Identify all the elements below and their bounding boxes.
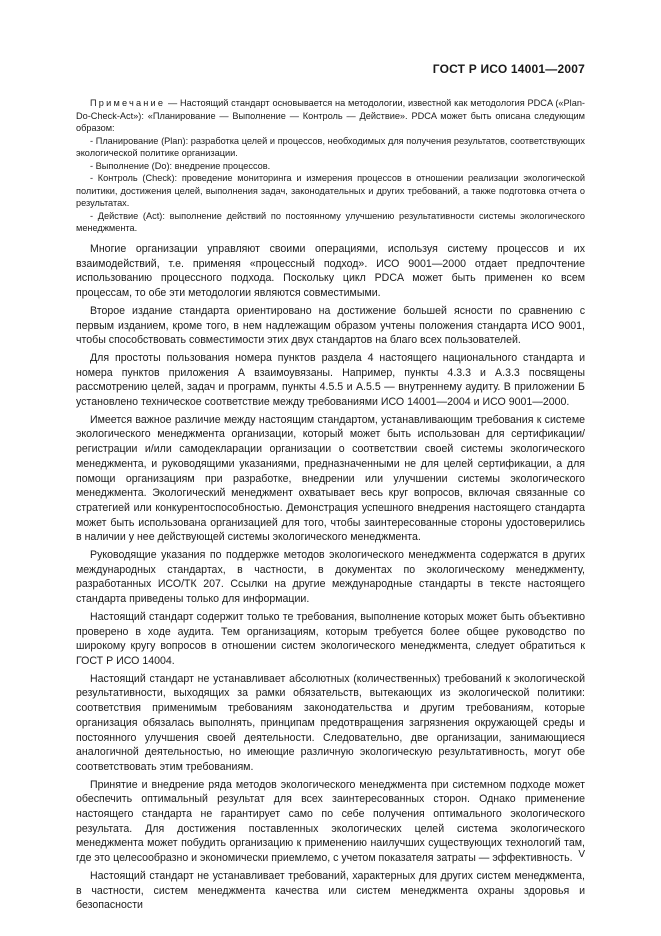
document-header: ГОСТ Р ИСО 14001—2007 [432, 62, 585, 76]
note-label: Примечание [90, 98, 166, 108]
paragraph-second-edition: Второе издание стандарта ориентировано на достижение большей ясности по сравнению с первым изданием, кроме того, в нем надлежащим образом учтены положения стандарта ИСО 9001, чтобы способствовать совместимости этих двух стандартов на благо всех пользователей. [76, 304, 585, 347]
page-number: V [578, 849, 585, 860]
note-item-plan: - Планирование (Plan): разработка целей и процессов, необходимых для получения результатов, соответствующих экологической политике организации. [76, 135, 585, 158]
note-item-check: - Контроль (Check): проведение мониторинга и измерения процессов в отношении реализации экологической политики, достижения целей, выполнения задач, законодательных и других требований, а также подготовка отчета о результатах. [76, 173, 585, 208]
paragraph-other-systems: Настоящий стандарт не устанавливает требований, характерных для других систем менеджмента, в частности, систем менеджмента качества или систем менеджмента охраны здоровья и безопасности [76, 869, 585, 912]
paragraph-optimal-results: Принятие и внедрение ряда методов экологического менеджмента при системном подходе может обеспечить оптимальный результат для всех заинтересованных сторон. Однако применение настоящего стандарта не гарантирует само по себе получения оптимального экологического результата. Для достижения поставленных экологических целей система экологического менеджмента может побудить организацию к применению наилучших существующих технологий там, где это целесообразно и экономически приемлемо, с учетом показателя затраты — эффективность. [76, 778, 585, 865]
note-block [76, 97, 585, 235]
body-text [76, 242, 585, 916]
paragraph-audit-requirements: Настоящий стандарт содержит только те требования, выполнение которых может быть объективно проверено в ходе аудита. Тем организациям, которым требуется более общее руководство по широкому кругу вопросов в отношении систем экологического менеджмента, следует обратиться к ГОСТ Р ИСО 14004. [76, 610, 585, 667]
note-intro-text: — Настоящий стандарт основывается на методологии, известной как методология PDCA («Plan-Do-Check-Act»): «Планирование — Выполнение — Контроль — Действие». PDCA может быть описана следующим образом: [76, 98, 585, 133]
note-item-act: - Действие (Act): выполнение действий по постоянному улучшению результативности системы экологического менеджмента. [76, 210, 585, 233]
paragraph-absolute-requirements: Настоящий стандарт не устанавливает абсолютных (количественных) требований к экологической результативности, выходящих за рамки обязательств, вытекающих из экологической политики: соответствия применимым требованиям законодательства и другим требованиям, которые организация обязалась выполнять, принципам предотвращения загрязнения окружающей среды и постоянного улучшения своей деятельности. Следовательно, две организации, занимающиеся аналогичной деятельностью, но имеющие различную экологическую результативность, могут обе соответствовать этим требованиям. [76, 672, 585, 773]
paragraph-clause-numbering: Для простоты пользования номера пунктов раздела 4 настоящего национального стандарта и номера пунктов приложения А взаимоувязаны. Например, пункты 4.3.3 и А.3.3 посвящены рассмотрению целей, задач и программ, пункты 4.5.5 и А.5.5 — внутреннему аудиту. В приложении Б установлено техническое соответствие между требованиями ИСО 14001—2004 и ИСО 9001—2000. [76, 351, 585, 409]
paragraph-guidance: Руководящие указания по поддержке методов экологического менеджмента содержатся в других международных стандартах, в частности, в документах по экологическому менеджменту, разработанных ИСО/ТК 207. Ссылки на другие международные стандарты в тексте настоящего стандарта приведены только для информации. [76, 549, 585, 606]
paragraph-certification: Имеется важное различие между настоящим стандартом, устанавливающим требования к системе экологического менеджмента организации, который может быть использован для сертификации/регистрации и/или самодекларации организации о соответствии своей системы экологического менеджмента, и руководящими указаниями, предназначенными не для целей сертификации, а для помощи организациям при разработке, внедрении или улучшении системы экологического менеджмента. Экологический менеджмент охватывает весь круг вопросов, включая связанные со стратегией или конкурентоспособностью. Демонстрация успешного внедрения настоящего стандарта может быть использована организацией для того, чтобы заинтересованные стороны удостоверились в наличии у нее действующей системы экологического менеджмента. [76, 413, 585, 544]
paragraph-process-approach: Многие организации управляют своими операциями, используя систему процессов и их взаимодействий, т.е. применяя «процессный подход». ИСО 9001—2000 отдает предпочтение использованию процессного подхода. Поскольку цикл PDCA может быть применен ко всем процессам, то обе эти методологии являются совместимыми. [76, 243, 585, 300]
note-intro [76, 97, 585, 135]
note-item-do: - Выполнение (Do): внедрение процессов. [90, 160, 271, 171]
